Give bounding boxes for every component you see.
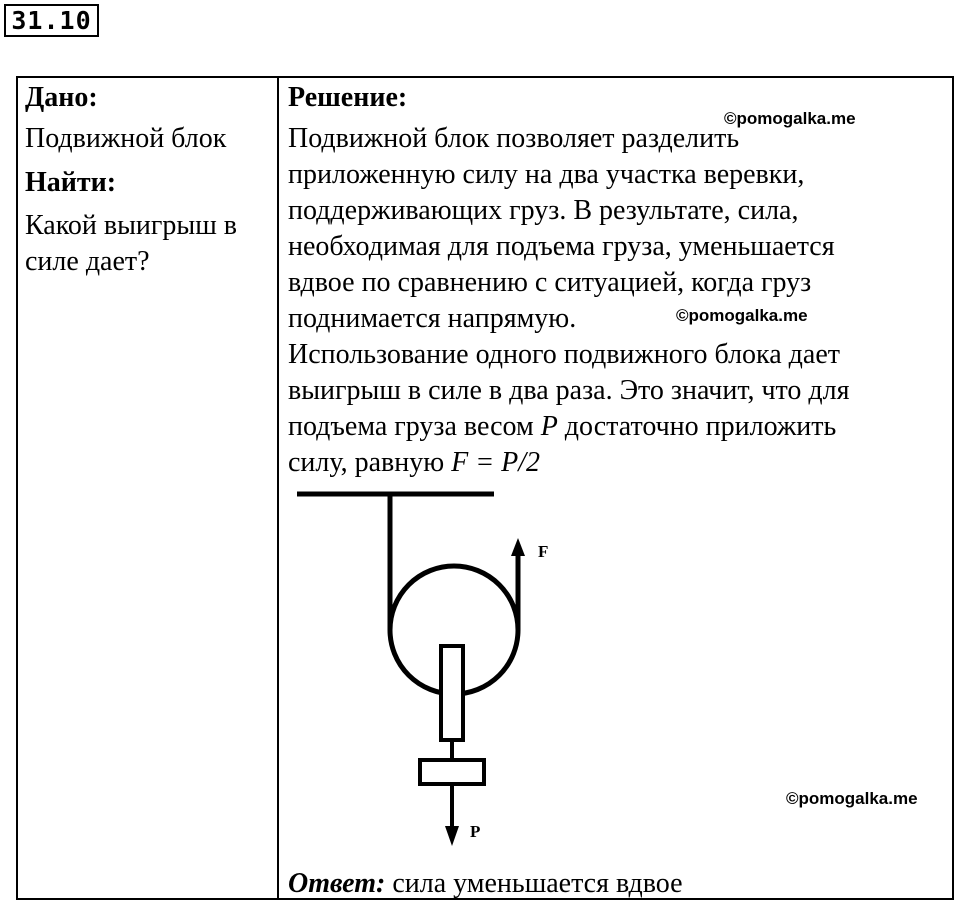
answer-label: Ответ: [288, 868, 386, 899]
solution-line-7: Использование одного подвижного блока дает [288, 339, 841, 370]
pulley-axle-bar [441, 646, 463, 740]
load-block [420, 760, 484, 784]
solution-header: Решение: [288, 82, 408, 113]
weight-label: P [470, 822, 481, 841]
find-line-1: Какой выигрыш в [25, 210, 237, 241]
watermark-3: ©pomogalka.me [786, 789, 918, 808]
solution-line-6: поднимается напрямую. [288, 303, 577, 334]
force-arrowhead [511, 538, 525, 556]
line10-prefix: силу, равную [288, 447, 452, 478]
answer-text: сила уменьшается вдвое [385, 868, 683, 899]
solution-line-4: необходимая для подъема груза, уменьшается [288, 231, 835, 262]
line9-prefix: подъема груза весом [288, 411, 541, 442]
watermark-2: ©pomogalka.me [676, 306, 808, 325]
solution-line-3: поддерживающих груз. В результате, сила, [288, 195, 799, 226]
solution-line-1: Подвижной блок позволяет разделить [288, 123, 740, 154]
force-formula: F = P/2 [451, 447, 541, 478]
problem-number: 31.10 [4, 4, 99, 37]
find-header: Найти: [25, 167, 117, 198]
weight-variable: P [540, 411, 558, 442]
given-header: Дано: [25, 82, 98, 113]
solution-line-2: приложенную силу на два участка веревки, [288, 159, 805, 190]
line9-suffix: достаточно приложить [557, 411, 837, 442]
solution-line-5: вдвое по сравнению с ситуацией, когда груз [288, 267, 812, 298]
force-label: F [538, 542, 549, 561]
solution-line-8: выигрыш в силе в два раза. Это значит, что для [288, 375, 850, 406]
find-line-2: силе дает? [25, 246, 150, 277]
weight-arrowhead [445, 826, 459, 846]
answer-line [288, 866, 683, 901]
given-value: Подвижной блок [25, 123, 227, 154]
watermark-1: ©pomogalka.me [724, 109, 856, 128]
